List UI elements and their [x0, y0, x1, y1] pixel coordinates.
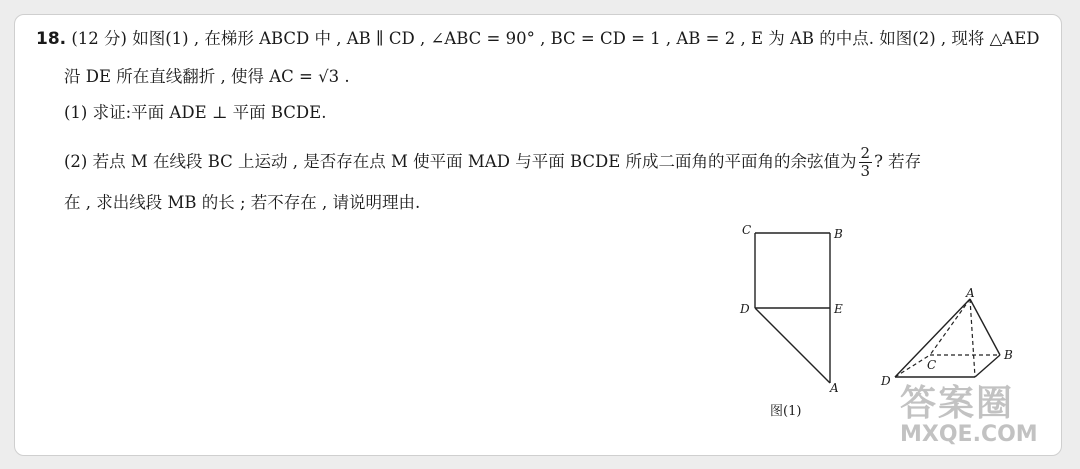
watermark-logo: 答案圈	[900, 383, 1015, 424]
label-D: D	[740, 302, 750, 316]
figure-1-caption: 图(1)	[770, 404, 802, 419]
fig2-label-C: C	[927, 358, 937, 372]
watermark-url: MXQE.COM	[900, 422, 1038, 447]
edge-AB	[970, 299, 1000, 355]
fig2-label-B: B	[1004, 348, 1013, 362]
part-2-text-2: 在 , 求出线段 MB 的长 ; 若不存在 , 请说明理由.	[64, 193, 421, 212]
part-2-text-end: ? 若存	[874, 152, 922, 171]
part-2-text: (2) 若点 M 在线段 BC 上运动 , 是否存在点 M 使平面 MAD 与平面 BCDE 所成二面角的平面角的余弦值为	[64, 152, 857, 171]
label-E: E	[834, 302, 843, 316]
problem-line-2	[64, 66, 350, 88]
problem-statement-2: 沿 DE 所在直线翻折 , 使得 AC = √3 .	[64, 67, 350, 86]
edge-DA	[755, 308, 830, 383]
fraction-numerator: 2	[860, 144, 871, 162]
edge-AC-hidden	[930, 299, 970, 355]
problem-statement-1: (12 分) 如图(1) , 在梯形 ABCD 中 , AB ∥ CD , ∠ABC = 90° , BC = CD = 1 , AB = 2 , E 为 AB 的中点. 如图(2) , 现将 △AED	[71, 29, 1040, 48]
edge-AE-hidden	[970, 299, 975, 377]
label-B: B	[834, 227, 843, 241]
figure-1-trapezoid	[730, 220, 860, 395]
edge-EB	[975, 355, 1000, 377]
label-A: A	[830, 381, 839, 395]
label-C: C	[742, 223, 752, 237]
problem-line-1	[36, 28, 1040, 50]
part-2-line-1	[64, 145, 921, 180]
fig2-label-D: D	[881, 374, 891, 388]
part-1-text: (1) 求证:平面 ADE ⊥ 平面 BCDE.	[64, 103, 327, 122]
fig2-label-A: A	[966, 286, 975, 300]
part-2-line-2	[64, 192, 420, 214]
fraction-denominator: 3	[860, 162, 871, 180]
fraction-two-thirds	[859, 145, 873, 180]
part-1	[64, 102, 326, 124]
question-number: 18.	[36, 29, 67, 49]
